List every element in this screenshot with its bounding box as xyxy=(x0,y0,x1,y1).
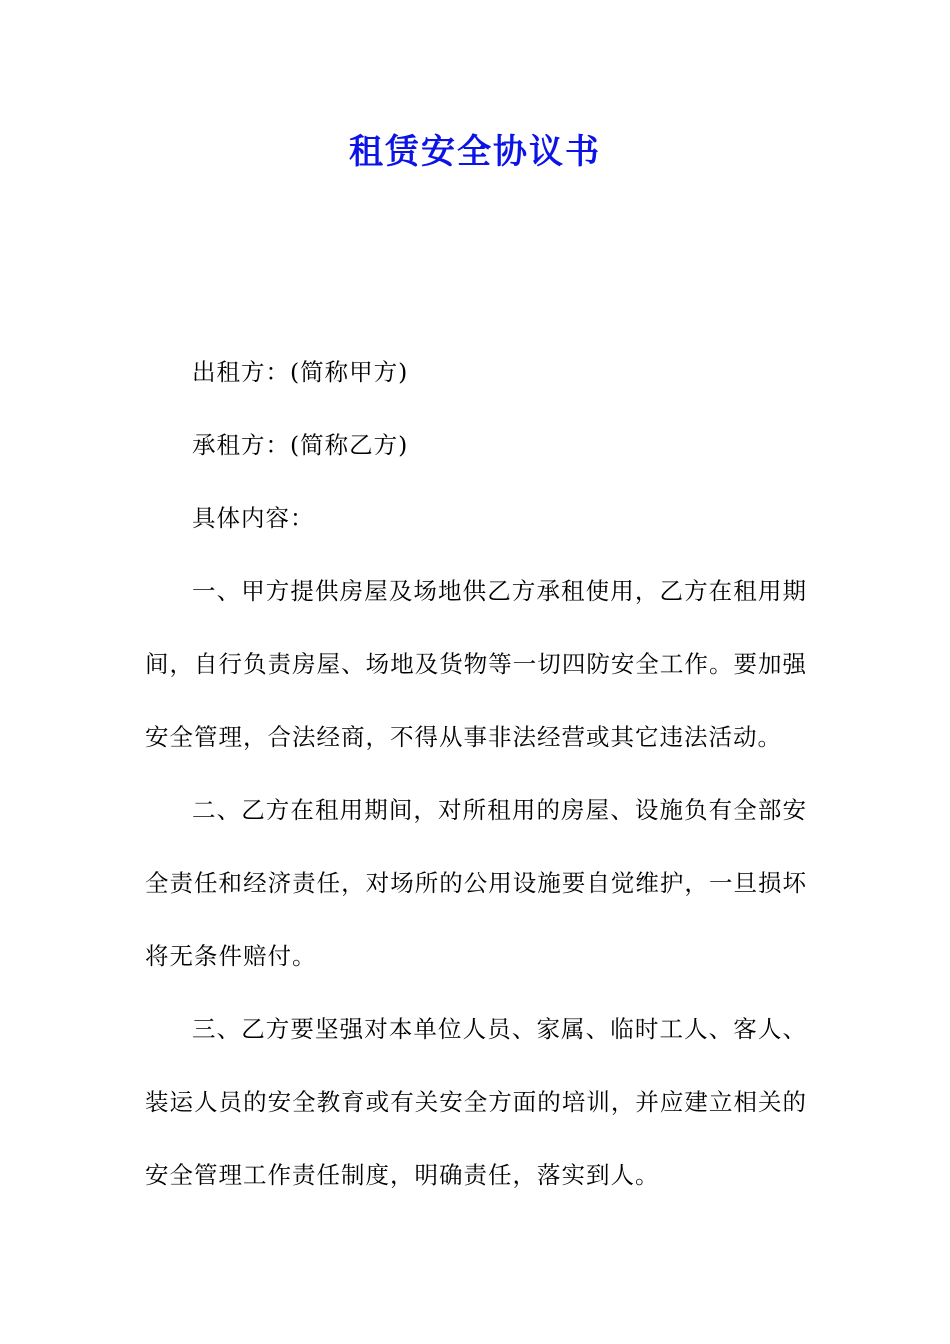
document-title: 租赁安全协议书 xyxy=(349,132,601,172)
lessor-line: 出租方：(简称甲方) xyxy=(192,358,409,386)
clause-1: 一、甲方提供房屋及场地供乙方承租使用，乙方在租用期间，自行负责房屋、场地及货物等一切四防安全工作。要加强安全管理，合法经商，不得从事非法经营或其它违法活动。 xyxy=(145,577,807,751)
clause-2: 二、乙方在租用期间，对所租用的房屋、设施负有全部安全责任和经济责任，对场所的公用设施要自觉维护，一旦损坏将无条件赔付。 xyxy=(145,796,807,970)
clause-3: 三、乙方要坚强对本单位人员、家属、临时工人、客人、装运人员的安全教育或有关安全方面的培训，并应建立相关的安全管理工作责任制度，明确责任，落实到人。 xyxy=(145,1015,807,1189)
document-body xyxy=(145,336,807,1212)
lessee-line: 承租方：(简称乙方) xyxy=(192,431,409,459)
content-heading: 具体内容： xyxy=(192,504,315,532)
